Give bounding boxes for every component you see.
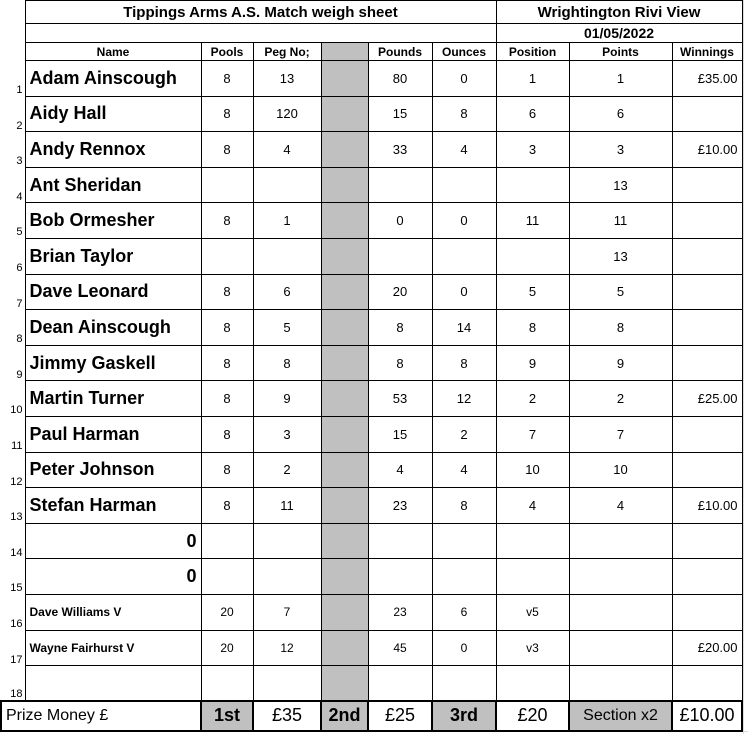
- title-row: [1, 1, 742, 24]
- winnings-cell[interactable]: [672, 274, 742, 310]
- peg-cell[interactable]: 1: [253, 203, 321, 239]
- points-cell[interactable]: 4: [569, 488, 672, 524]
- row-number: 2: [1, 96, 25, 132]
- table-row: [1, 559, 742, 595]
- empty-name-formula[interactable]: 0: [25, 559, 201, 595]
- pools-cell[interactable]: 8: [201, 488, 253, 524]
- peg-cell[interactable]: 6: [253, 274, 321, 310]
- winnings-cell[interactable]: £35.00: [672, 61, 742, 97]
- points-cell[interactable]: 7: [569, 416, 672, 452]
- header-name[interactable]: Name: [25, 43, 201, 61]
- gray-spacer-cell[interactable]: [321, 274, 368, 310]
- match-date[interactable]: 01/05/2022: [496, 24, 742, 43]
- table-row: [1, 594, 742, 630]
- ounces-cell[interactable]: 4: [432, 132, 496, 168]
- position-cell[interactable]: 6: [496, 96, 569, 132]
- gridline-right: [743, 0, 744, 734]
- winnings-cell[interactable]: [672, 203, 742, 239]
- pools-cell[interactable]: 8: [201, 61, 253, 97]
- winnings-cell[interactable]: £25.00: [672, 381, 742, 417]
- peg-cell-empty[interactable]: [253, 559, 321, 595]
- gray-spacer-cell[interactable]: [321, 132, 368, 168]
- row-number: 16: [1, 594, 25, 630]
- pools-cell[interactable]: 8: [201, 416, 253, 452]
- gray-spacer-cell[interactable]: [321, 310, 368, 346]
- winnings-cell[interactable]: £20.00: [672, 630, 742, 666]
- pools-cell-empty[interactable]: [201, 666, 253, 701]
- gray-spacer-cell[interactable]: [321, 416, 368, 452]
- position-cell[interactable]: 4: [496, 488, 569, 524]
- winnings-cell[interactable]: [672, 238, 742, 274]
- pounds-cell[interactable]: 4: [368, 452, 432, 488]
- row-number: 14: [1, 523, 25, 559]
- pools-cell[interactable]: 8: [201, 132, 253, 168]
- position-cell[interactable]: 9: [496, 345, 569, 381]
- angler-name[interactable]: Andy Rennox: [25, 132, 201, 168]
- table-row: [1, 381, 742, 417]
- points-cell[interactable]: 1: [569, 61, 672, 97]
- gray-spacer-cell[interactable]: [321, 238, 368, 274]
- gray-spacer-cell[interactable]: [321, 61, 368, 97]
- points-cell[interactable]: 10: [569, 452, 672, 488]
- row-number: 12: [1, 452, 25, 488]
- winnings-cell[interactable]: [672, 452, 742, 488]
- pounds-cell[interactable]: 23: [368, 594, 432, 630]
- header-points[interactable]: Points: [569, 43, 672, 61]
- pounds-cell[interactable]: 53: [368, 381, 432, 417]
- angler-name[interactable]: Aidy Hall: [25, 96, 201, 132]
- pounds-cell[interactable]: 15: [368, 416, 432, 452]
- row-number: 18: [1, 666, 25, 701]
- position-cell[interactable]: [496, 167, 569, 203]
- winnings-cell[interactable]: [672, 310, 742, 346]
- table-row: [1, 666, 742, 701]
- ounces-cell[interactable]: 4: [432, 452, 496, 488]
- visitor-name[interactable]: Wayne Fairhurst V: [25, 630, 201, 666]
- table-row: [1, 238, 742, 274]
- points-cell[interactable]: 11: [569, 203, 672, 239]
- ounces-cell[interactable]: [432, 167, 496, 203]
- pounds-cell-empty[interactable]: [368, 523, 432, 559]
- points-cell[interactable]: [569, 630, 672, 666]
- header-gray-cell[interactable]: [321, 43, 368, 61]
- pools-cell[interactable]: 8: [201, 274, 253, 310]
- prize-section-amount[interactable]: £10.00: [672, 701, 742, 731]
- angler-name[interactable]: Bob Ormesher: [25, 203, 201, 239]
- row-number: 10: [1, 381, 25, 417]
- gray-spacer-cell[interactable]: [321, 630, 368, 666]
- pounds-cell[interactable]: 45: [368, 630, 432, 666]
- ounces-cell[interactable]: 0: [432, 274, 496, 310]
- winnings-cell-empty[interactable]: [672, 666, 742, 701]
- row-number: 1: [1, 61, 25, 97]
- prize-second-label[interactable]: 2nd: [321, 701, 368, 731]
- gray-spacer-cell[interactable]: [321, 345, 368, 381]
- gray-spacer-cell[interactable]: [321, 666, 368, 701]
- prize-third-label[interactable]: 3rd: [432, 701, 496, 731]
- peg-cell[interactable]: 5: [253, 310, 321, 346]
- points-cell[interactable]: 2: [569, 381, 672, 417]
- peg-cell[interactable]: 7: [253, 594, 321, 630]
- pools-cell[interactable]: 8: [201, 203, 253, 239]
- pools-cell[interactable]: 8: [201, 96, 253, 132]
- header-pounds[interactable]: Pounds: [368, 43, 432, 61]
- table-row: [1, 416, 742, 452]
- pools-cell[interactable]: 8: [201, 381, 253, 417]
- table-row: [1, 630, 742, 666]
- row-number: 8: [1, 310, 25, 346]
- angler-name[interactable]: Dean Ainscough: [25, 310, 201, 346]
- position-cell[interactable]: 5: [496, 274, 569, 310]
- ounces-cell[interactable]: 0: [432, 630, 496, 666]
- pools-cell-empty[interactable]: [201, 523, 253, 559]
- row-number: 5: [1, 203, 25, 239]
- pounds-cell[interactable]: 23: [368, 488, 432, 524]
- peg-cell[interactable]: 11: [253, 488, 321, 524]
- row-number: 7: [1, 274, 25, 310]
- ounces-cell[interactable]: 8: [432, 96, 496, 132]
- date-row-blank[interactable]: [25, 24, 496, 43]
- ounces-cell[interactable]: 0: [432, 61, 496, 97]
- header-ounces[interactable]: Ounces: [432, 43, 496, 61]
- table-row: [1, 203, 742, 239]
- prize-money-label[interactable]: Prize Money £: [1, 701, 201, 731]
- gray-spacer-cell[interactable]: [321, 452, 368, 488]
- pools-cell[interactable]: 8: [201, 452, 253, 488]
- row-number: 4: [1, 167, 25, 203]
- position-cell[interactable]: v3: [496, 630, 569, 666]
- peg-cell[interactable]: 12: [253, 630, 321, 666]
- angler-name[interactable]: Ant Sheridan: [25, 167, 201, 203]
- pounds-cell[interactable]: 0: [368, 203, 432, 239]
- table-row: [1, 523, 742, 559]
- ounces-cell[interactable]: 2: [432, 416, 496, 452]
- angler-name[interactable]: Paul Harman: [25, 416, 201, 452]
- table-row: [1, 488, 742, 524]
- points-cell[interactable]: 13: [569, 167, 672, 203]
- position-cell-empty[interactable]: [496, 559, 569, 595]
- points-cell-empty[interactable]: [569, 523, 672, 559]
- points-cell[interactable]: 8: [569, 310, 672, 346]
- pounds-cell[interactable]: 20: [368, 274, 432, 310]
- ounces-cell[interactable]: 8: [432, 345, 496, 381]
- pools-cell[interactable]: 20: [201, 594, 253, 630]
- position-cell[interactable]: [496, 238, 569, 274]
- table-row: [1, 167, 742, 203]
- position-cell[interactable]: 8: [496, 310, 569, 346]
- peg-cell[interactable]: [253, 167, 321, 203]
- position-cell[interactable]: 10: [496, 452, 569, 488]
- header-position[interactable]: Position: [496, 43, 569, 61]
- date-row: [1, 24, 742, 43]
- winnings-cell[interactable]: [672, 594, 742, 630]
- empty-name-formula[interactable]: 0: [25, 523, 201, 559]
- points-cell-empty[interactable]: [569, 666, 672, 701]
- peg-cell[interactable]: 3: [253, 416, 321, 452]
- row-number: 13: [1, 488, 25, 524]
- peg-cell-empty[interactable]: [253, 666, 321, 701]
- winnings-cell[interactable]: £10.00: [672, 132, 742, 168]
- row-number: 11: [1, 416, 25, 452]
- ounces-cell-empty[interactable]: [432, 523, 496, 559]
- table-row: [1, 96, 742, 132]
- gray-spacer-cell[interactable]: [321, 203, 368, 239]
- pools-cell[interactable]: [201, 167, 253, 203]
- points-cell[interactable]: 3: [569, 132, 672, 168]
- peg-cell[interactable]: 9: [253, 381, 321, 417]
- angler-name[interactable]: Adam Ainscough: [25, 61, 201, 97]
- pools-cell[interactable]: 20: [201, 630, 253, 666]
- position-cell[interactable]: 7: [496, 416, 569, 452]
- table-row: [1, 274, 742, 310]
- peg-cell[interactable]: 120: [253, 96, 321, 132]
- pounds-cell[interactable]: [368, 238, 432, 274]
- pools-cell[interactable]: [201, 238, 253, 274]
- winnings-cell[interactable]: [672, 96, 742, 132]
- pounds-cell[interactable]: 8: [368, 310, 432, 346]
- ounces-cell[interactable]: 8: [432, 488, 496, 524]
- ounces-cell-empty[interactable]: [432, 559, 496, 595]
- winnings-cell[interactable]: £10.00: [672, 488, 742, 524]
- gray-spacer-cell[interactable]: [321, 559, 368, 595]
- pools-cell[interactable]: 8: [201, 345, 253, 381]
- row-number: 15: [1, 559, 25, 595]
- peg-cell[interactable]: 8: [253, 345, 321, 381]
- visitor-name[interactable]: Dave Williams V: [25, 594, 201, 630]
- gray-spacer-cell[interactable]: [321, 96, 368, 132]
- angler-name-empty[interactable]: [25, 666, 201, 701]
- table-row: [1, 61, 742, 97]
- winnings-cell[interactable]: [672, 345, 742, 381]
- gray-spacer-cell[interactable]: [321, 167, 368, 203]
- table-row: [1, 310, 742, 346]
- prize-third-amount[interactable]: £20: [496, 701, 569, 731]
- prize-first-amount[interactable]: £35: [253, 701, 321, 731]
- ounces-cell-empty[interactable]: [432, 666, 496, 701]
- row-number: 6: [1, 238, 25, 274]
- ounces-cell[interactable]: 14: [432, 310, 496, 346]
- angler-name[interactable]: Brian Taylor: [25, 238, 201, 274]
- pools-cell-empty[interactable]: [201, 559, 253, 595]
- header-row: [1, 43, 742, 61]
- ounces-cell[interactable]: 0: [432, 203, 496, 239]
- position-cell[interactable]: v5: [496, 594, 569, 630]
- row-number: 9: [1, 345, 25, 381]
- position-cell-empty[interactable]: [496, 523, 569, 559]
- winnings-cell[interactable]: [672, 416, 742, 452]
- prize-first-label[interactable]: 1st: [201, 701, 253, 731]
- points-cell[interactable]: 13: [569, 238, 672, 274]
- peg-cell-empty[interactable]: [253, 523, 321, 559]
- peg-cell[interactable]: 13: [253, 61, 321, 97]
- gray-spacer-cell[interactable]: [321, 381, 368, 417]
- pounds-cell[interactable]: 33: [368, 132, 432, 168]
- position-cell[interactable]: 2: [496, 381, 569, 417]
- pounds-cell[interactable]: [368, 167, 432, 203]
- gray-spacer-cell[interactable]: [321, 488, 368, 524]
- winnings-cell[interactable]: [672, 167, 742, 203]
- peg-cell[interactable]: 2: [253, 452, 321, 488]
- table-row: [1, 132, 742, 168]
- table-row: [1, 345, 742, 381]
- gray-spacer-cell[interactable]: [321, 594, 368, 630]
- angler-name[interactable]: Stefan Harman: [25, 488, 201, 524]
- pounds-cell-empty[interactable]: [368, 559, 432, 595]
- prize-row: [1, 701, 742, 731]
- pounds-cell-empty[interactable]: [368, 666, 432, 701]
- sheet-title[interactable]: Tippings Arms A.S. Match weigh sheet: [25, 1, 496, 24]
- peg-cell[interactable]: 4: [253, 132, 321, 168]
- position-cell[interactable]: 1: [496, 61, 569, 97]
- row-number: 3: [1, 132, 25, 168]
- header-pools[interactable]: Pools: [201, 43, 253, 61]
- points-cell[interactable]: 5: [569, 274, 672, 310]
- header-winnings[interactable]: Winnings: [672, 43, 742, 61]
- prize-section-label[interactable]: Section x2: [569, 701, 672, 731]
- pounds-cell[interactable]: 8: [368, 345, 432, 381]
- ounces-cell[interactable]: [432, 238, 496, 274]
- winnings-cell-empty[interactable]: [672, 523, 742, 559]
- venue-name[interactable]: Wrightington Rivi View: [496, 1, 742, 24]
- row-number: 17: [1, 630, 25, 666]
- pounds-cell[interactable]: 15: [368, 96, 432, 132]
- points-cell-empty[interactable]: [569, 559, 672, 595]
- position-cell[interactable]: 3: [496, 132, 569, 168]
- pools-cell[interactable]: 8: [201, 310, 253, 346]
- angler-name[interactable]: Dave Leonard: [25, 274, 201, 310]
- prize-second-amount[interactable]: £25: [368, 701, 432, 731]
- position-cell[interactable]: 11: [496, 203, 569, 239]
- winnings-cell-empty[interactable]: [672, 559, 742, 595]
- gray-spacer-cell[interactable]: [321, 523, 368, 559]
- table-row: [1, 452, 742, 488]
- angler-name[interactable]: Jimmy Gaskell: [25, 345, 201, 381]
- points-cell[interactable]: [569, 594, 672, 630]
- points-cell[interactable]: 6: [569, 96, 672, 132]
- pounds-cell[interactable]: 80: [368, 61, 432, 97]
- ounces-cell[interactable]: 6: [432, 594, 496, 630]
- position-cell-empty[interactable]: [496, 666, 569, 701]
- header-peg[interactable]: Peg No;: [253, 43, 321, 61]
- angler-name[interactable]: Peter Johnson: [25, 452, 201, 488]
- peg-cell[interactable]: [253, 238, 321, 274]
- angler-name[interactable]: Martin Turner: [25, 381, 201, 417]
- points-cell[interactable]: 9: [569, 345, 672, 381]
- ounces-cell[interactable]: 12: [432, 381, 496, 417]
